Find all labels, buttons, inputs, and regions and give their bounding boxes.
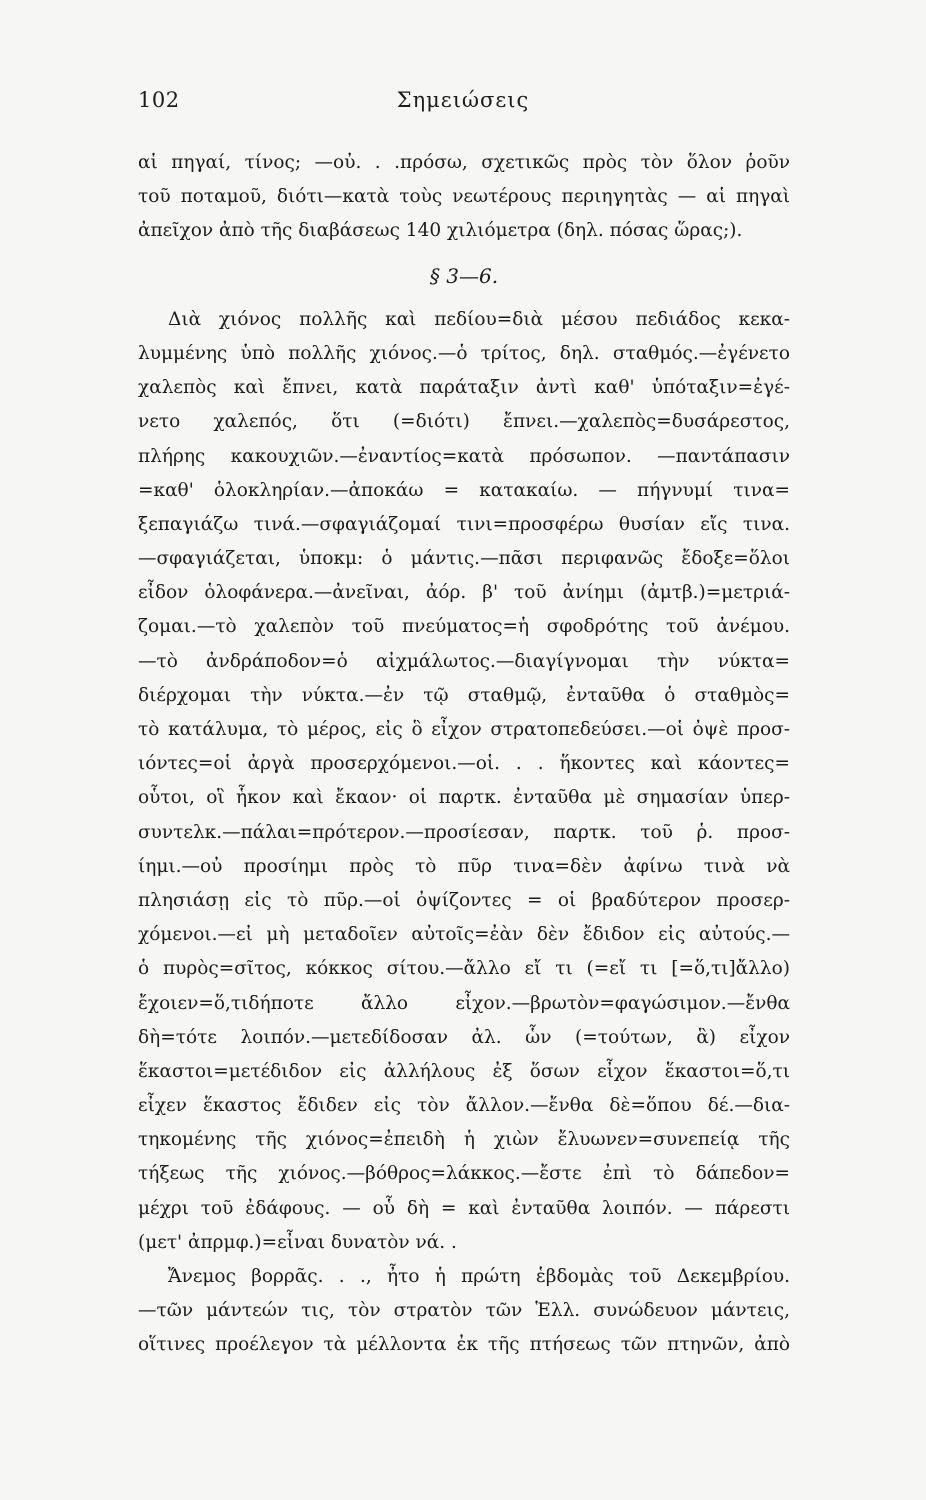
text-line: ἔχοιεν=ὅ,τιδήποτε ἄλλο εἶχον.—βρωτὸν=φαγώσιμον.—ἔνθα [138, 992, 790, 1014]
text-line: —σφαγιάζεται, ὑποκμ: ὁ μάντις.—πᾶσι περιφανῶς ἔδοξε=ὅλοι [138, 548, 790, 570]
text-line: ἀπεῖχον ἀπὸ τῆς διαβάσεως 140 χιλιόμετρα (δηλ. πόσας ὥρας;). [138, 220, 743, 242]
text-line: δὴ=τότε λοιπόν.—μετεδίδοσαν ἀλ. ὧν (=τούτων, ἃ) εἶχον [138, 1026, 790, 1048]
text-line: εἶδον ὁλοφάνερα.—ἀνεῖναι, ἀόρ. β' τοῦ ἀνίημι (ἀμτβ.)=μετριά- [138, 582, 790, 604]
page-header [138, 88, 788, 118]
text-line: χόμενοι.—εἰ μὴ μεταδοῖεν αὐτοῖς=ἐὰν δὲν ἔδιδον εἰς αὐτούς.— [138, 924, 790, 946]
text-line: αἱ πηγαί, τίνος; —οὐ. . .πρόσω, σχετικῶς πρὸς τὸν ὅλον ῥοῦν [138, 152, 790, 173]
text-line: πλησιάσῃ εἰς τὸ πῦρ.—οἱ ὀψίζοντες = οἱ βραδύτερον προσερ- [138, 889, 790, 911]
text-line: μέχρι τοῦ ἐδάφους. — οὗ δὴ = καὶ ἐνταῦθα λοιπόν. — πάρεστι [138, 1197, 790, 1219]
text-line: οἵτινες προέλεγον τὰ μέλλοντα ἐκ τῆς πτήσεως τῶν πτηνῶν, ἀπὸ [138, 1334, 790, 1356]
text-line: ιόντες=οἱ ἀργὰ προσερχόμενοι.—οἱ. . . ἥκοντες καὶ κάοντες= [138, 753, 790, 775]
text-line: ξεπαγιάζω τινά.—σφαγιάζομαί τινι=προσφέρω θυσίαν εἴς τινα. [138, 513, 790, 535]
text-line: =καθ' ὁλοκληρίαν.—ἀποκάω = κατακαίω. — πήγνυμί τινα= [138, 479, 790, 501]
text-line: ὁ πυρὸς=σῖτος, κόκκος σίτου.—ἄλλο εἴ τι (=εἴ τι [=ὅ,τι]ἄλλο) [138, 958, 790, 980]
text-line: ζομαι.—τὸ χαλεπὸν τοῦ πνεύματος=ἡ σφοδρότης τοῦ ἀνέμου. [138, 616, 790, 638]
text-line: —τὸ ἀνδράποδον=ὁ αἰχμάλωτος.—διαγίγνομαι τὴν νύκτα= [138, 650, 790, 672]
text-line: —τῶν μάντεών τις, τὸν στρατὸν τῶν Ἑλλ. συνώδευον μάντεις, [138, 1300, 790, 1322]
text-line: διέρχομαι τὴν νύκτα.—ἐν τῷ σταθμῷ, ἐνταῦθα ὁ σταθμὸς= [138, 684, 790, 706]
text-line: λυμμένης ὑπὸ πολλῆς χιόνος.—ὁ τρίτος, δηλ. σταθμός.—ἐγένετο [138, 342, 790, 364]
text-line: (μετ' ἀπρμφ.)=εἶναι δυνατὸν νά. . [138, 1231, 457, 1253]
text-line: τηκομένης τῆς χιόνος=ἐπειδὴ ἡ χιὼν ἔλυωνεν=συνεπείᾳ τῆς [138, 1129, 790, 1151]
section-heading: § 3—6. [429, 263, 499, 288]
text-line: τοῦ ποταμοῦ, διότι—κατὰ τοὺς νεωτέρους περιηγητὰς — αἱ πηγαὶ [138, 186, 790, 208]
text-line: Διὰ χιόνος πολλῆς καὶ πεδίου=διὰ μέσου πεδιάδος κεκα- [168, 308, 790, 330]
text-line: τήξεως τῆς χιόνος.—βόθρος=λάκκος.—ἔστε ἐπὶ τὸ δάπεδον= [138, 1163, 790, 1185]
text-line: ἕκαστοι=μετέδιδον εἰς ἀλλήλους ἐξ ὅσων εἶχον ἕκαστοι=ὅ,τι [138, 1060, 790, 1082]
page-number: 102 [138, 88, 180, 112]
text-line: χαλεπὸς καὶ ἔπνει, κατὰ παράταξιν ἀντὶ καθ' ὑπόταξιν=ἐγέ- [138, 377, 790, 399]
running-head: Σημειώσεις [396, 88, 530, 112]
text-line: Ἄνεμος βορρᾶς. . ., ἦτο ἡ πρώτη ἑβδομὰς τοῦ Δεκεμβρίου. [168, 1266, 790, 1287]
text-line: συντελκ.—πάλαι=πρότερον.—προσίεσαν, παρτκ. τοῦ ῥ. προσ- [138, 821, 790, 843]
text-line: εἶχεν ἕκαστος ἔδιδεν εἰς τὸν ἄλλον.—ἔνθα δὲ=ὅπου δέ.—δια- [138, 1095, 790, 1117]
text-line: οὗτοι, οἳ ἧκον καὶ ἔκαον· οἱ παρτκ. ἐνταῦθα μὲ σημασίαν ὑπερ- [138, 787, 790, 809]
text-line: τὸ κατάλυμα, τὸ μέρος, εἰς ὃ εἶχον στρατοπεδεύσει.—οἱ ὀψὲ προσ- [138, 719, 790, 740]
text-line: νετο χαλεπός, ὅτι (=διότι) ἔπνει.—χαλεπὸς=δυσάρεστος, [138, 411, 790, 433]
page-body [138, 146, 790, 1363]
text-line: ίημι.—οὐ προσίημι πρὸς τὸ πῦρ τινα=δὲν ἀφίνω τινὰ νὰ [138, 855, 790, 877]
text-line: πλήρης κακουχιῶν.—ἐναντίος=κατὰ πρόσωπον. —παντάπασιν [138, 445, 790, 467]
